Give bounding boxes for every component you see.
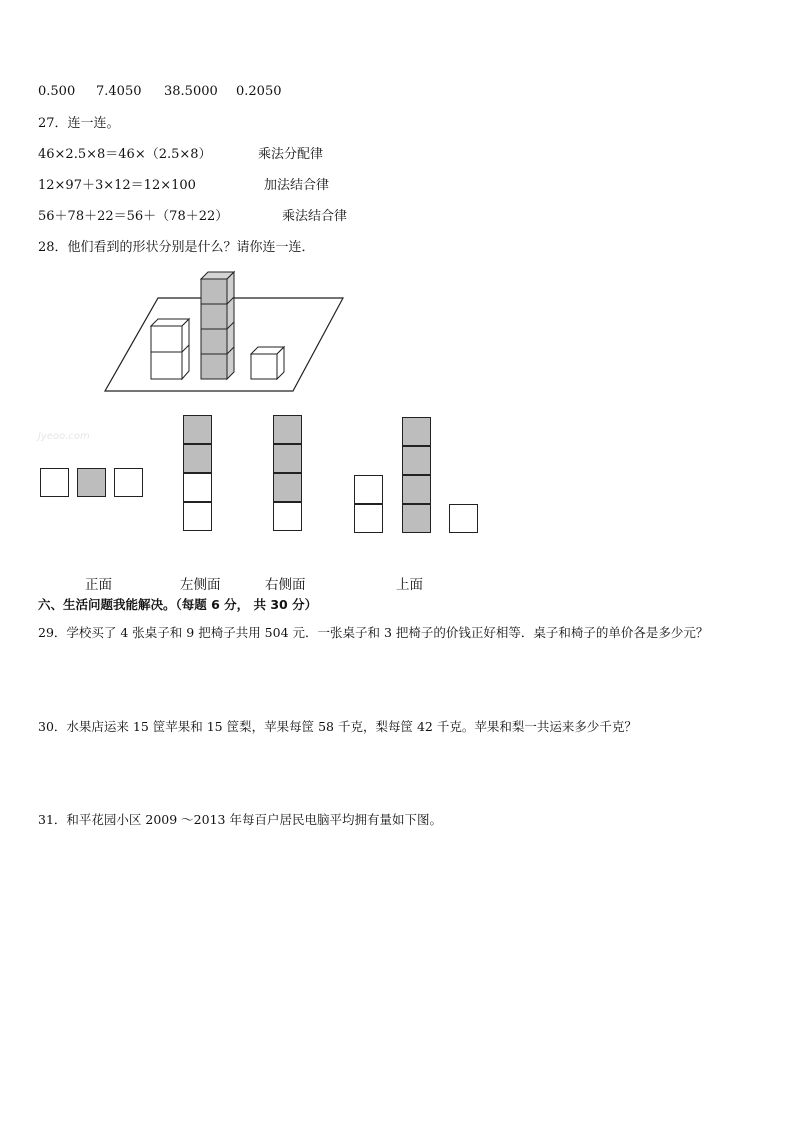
view2-square-1 — [183, 415, 212, 444]
cube-scene-figure — [100, 268, 360, 398]
view4-mid-square-1 — [402, 417, 431, 446]
view4-mid-square-2 — [402, 446, 431, 475]
number-3: 38.5000 — [164, 84, 218, 99]
view4-mid-square-3 — [402, 475, 431, 504]
q27-title: 27．连一连。 — [38, 116, 120, 131]
label-right-side: 右侧面 — [265, 577, 306, 593]
q27-left-3: 56＋78＋22＝56＋（78＋22） — [38, 209, 229, 224]
q28-title: 28．他们看到的形状分别是什么？请你连一连． — [38, 240, 315, 255]
number-4: 0.2050 — [236, 84, 282, 99]
q27-right-1: 乘法分配律 — [258, 147, 324, 162]
q30-text: 30．水果店运来 15 筐苹果和 15 筐梨，苹果每筐 58 千克，梨每筐 42 千克。苹果和梨一共运来多少千克？ — [38, 719, 637, 734]
label-front: 正面 — [85, 577, 112, 593]
view1-square-3 — [114, 468, 143, 497]
view3-square-2 — [273, 444, 302, 473]
watermark: Jyeoo.com — [38, 431, 90, 442]
view2-square-3 — [183, 473, 212, 502]
view4-left-square-1 — [354, 475, 383, 504]
q31-text: 31．和平花园小区 2009 ～2013 年每百户居民电脑平均拥有量如下图。 — [38, 812, 442, 827]
right-cube — [251, 347, 284, 379]
view2-square-2 — [183, 444, 212, 473]
view4-right-square — [449, 504, 478, 533]
view3-square-3 — [273, 473, 302, 502]
view1-square-1 — [40, 468, 69, 497]
number-2: 7.4050 — [96, 84, 142, 99]
q27-left-1: 46×2.5×8＝46×（2.5×8） — [38, 147, 212, 162]
number-row — [38, 84, 282, 100]
view2-square-4 — [183, 502, 212, 531]
view4-left-square-2 — [354, 504, 383, 533]
q27-right-2: 加法结合律 — [264, 178, 330, 193]
view3-square-4 — [273, 502, 302, 531]
view3-square-1 — [273, 415, 302, 444]
view4-mid-square-4 — [402, 504, 431, 533]
left-stack — [151, 319, 189, 379]
section-6-title: 六、生活问题我能解决。（每题 6 分， 共 30 分） — [38, 597, 318, 612]
q27-left-2: 12×97＋3×12＝12×100 — [38, 178, 196, 193]
label-left-side: 左侧面 — [180, 577, 221, 593]
view1-square-2 — [77, 468, 106, 497]
number-1: 0.500 — [38, 84, 76, 99]
middle-stack — [201, 272, 234, 379]
q27-right-3: 乘法结合律 — [282, 209, 348, 224]
label-top: 上面 — [396, 577, 423, 593]
q29-text: 29．学校买了 4 张桌子和 9 把椅子共用 504 元．一张桌子和 3 把椅子的价钱正好相等．桌子和椅子的单价各是多少元？ — [38, 625, 709, 640]
